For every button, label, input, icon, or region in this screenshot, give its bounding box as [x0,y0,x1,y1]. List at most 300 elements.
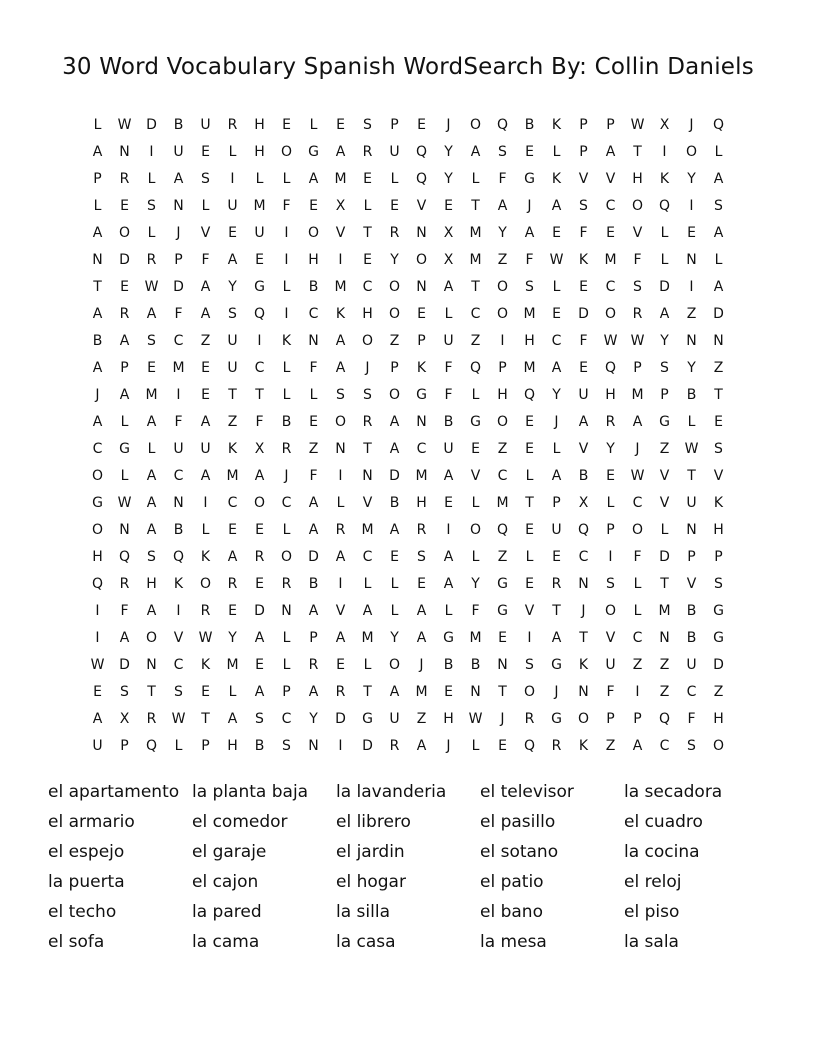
grid-letter: N [416,414,427,430]
grid-letter: E [444,495,453,511]
vocabulary-word: la sala [624,932,679,952]
grid-letter: A [551,198,562,214]
grid-letter: T [201,711,210,727]
grid-letter: L [525,549,534,565]
grid-letter: H [254,144,265,160]
grid-letter: A [335,144,346,160]
grid-row [84,436,732,463]
grid-letter: E [201,144,210,160]
vocabulary-word: el espejo [48,842,125,862]
grid-letter: E [147,360,156,376]
grid-letter: N [362,468,373,484]
grid-letter: M [334,279,347,295]
grid-letter: N [470,684,481,700]
grid-letter: E [471,441,480,457]
grid-letter: L [201,522,210,538]
grid-letter: G [713,630,724,646]
grid-letter: E [309,414,318,430]
grid-letter: R [632,306,643,322]
grid-letter: K [416,360,427,376]
grid-letter: A [335,360,346,376]
grid-letter: L [471,549,480,565]
grid-letter: Z [659,684,670,700]
grid-letter: A [200,414,211,430]
grid-letter: T [363,225,372,241]
grid-letter: D [659,279,670,295]
grid-letter: M [523,360,536,376]
grid-letter: I [95,603,100,619]
grid-letter: I [338,576,343,592]
grid-letter: E [417,117,426,133]
grid-letter: Q [604,360,617,376]
grid-letter: Q [577,522,590,538]
grid-letter: N [713,333,724,349]
grid-letter: T [228,387,237,403]
vocabulary-word: la casa [336,932,396,952]
grid-letter: O [604,603,617,619]
grid-letter: K [551,171,562,187]
grid-letter: L [336,495,345,511]
grid-letter: W [630,333,645,349]
grid-letter: A [443,549,454,565]
vocabulary-word: la pared [192,902,262,922]
grid-letter: N [497,657,508,673]
grid-letter: C [173,657,184,673]
grid-letter: U [443,441,454,457]
grid-letter: Z [659,657,670,673]
grid-letter: V [200,225,211,241]
word-column [48,777,192,957]
grid-letter: E [255,522,264,538]
grid-letter: A [443,468,454,484]
grid-letter: R [551,738,562,754]
grid-letter: A [578,414,589,430]
grid-letter: C [659,738,670,754]
grid-letter: Q [712,117,725,133]
grid-row [84,625,732,652]
grid-letter: E [336,117,345,133]
grid-letter: A [173,171,184,187]
grid-letter: R [119,576,130,592]
grid-letter: A [254,630,265,646]
grid-letter: J [500,711,505,727]
grid-letter: E [201,360,210,376]
grid-letter: L [228,144,237,160]
grid-letter: Y [228,630,237,646]
grid-letter: A [308,495,319,511]
grid-letter: O [496,279,509,295]
grid-letter: L [282,387,291,403]
grid-letter: Q [469,360,482,376]
grid-letter: V [335,603,346,619]
vocabulary-word: el techo [48,902,117,922]
grid-letter: F [525,252,534,268]
grid-letter: O [388,279,401,295]
grid-letter: M [658,603,671,619]
grid-letter: E [417,306,426,322]
grid-letter: L [282,630,291,646]
grid-letter: H [497,387,508,403]
grid-letter: E [552,549,561,565]
grid-row [84,652,732,679]
grid-letter: P [714,549,723,565]
grid-letter: Z [389,333,400,349]
grid-letter: C [416,441,427,457]
grid-letter: P [579,117,588,133]
grid-letter: J [95,387,100,403]
grid-letter: D [254,603,265,619]
grid-letter: E [309,198,318,214]
grid-letter: S [282,738,291,754]
grid-letter: Q [523,387,536,403]
grid-letter: S [120,684,129,700]
grid-letter: I [500,333,505,349]
grid-letter: G [416,387,427,403]
grid-letter: B [578,468,589,484]
grid-letter: R [605,414,616,430]
grid-letter: L [633,603,642,619]
grid-letter: S [633,279,642,295]
grid-letter: S [174,684,183,700]
grid-letter: C [281,495,292,511]
grid-letter: A [713,279,724,295]
vocabulary-word: el apartamento [48,782,180,802]
grid-letter: A [308,522,319,538]
grid-letter: C [227,495,238,511]
grid-letter: T [687,468,696,484]
grid-row [84,274,732,301]
grid-letter: E [417,576,426,592]
grid-letter: U [578,387,589,403]
grid-letter: E [525,144,534,160]
grid-letter: T [579,630,588,646]
grid-letter: L [363,198,372,214]
grid-letter: E [579,279,588,295]
grid-letter: D [335,711,346,727]
grid-letter: X [443,252,454,268]
grid-letter: L [147,225,156,241]
grid-letter: E [687,225,696,241]
grid-letter: F [174,414,183,430]
grid-letter: H [254,117,265,133]
grid-letter: A [389,441,400,457]
grid-letter: S [363,117,372,133]
grid-letter: O [604,306,617,322]
grid-letter: H [524,333,535,349]
grid-letter: Q [496,117,509,133]
grid-letter: E [525,522,534,538]
grid-row [84,679,732,706]
vocabulary-word: el piso [624,902,680,922]
grid-letter: D [713,306,724,322]
grid-letter: A [200,468,211,484]
grid-letter: U [389,144,400,160]
grid-letter: W [117,117,132,133]
grid-letter: X [119,711,130,727]
grid-row [84,571,732,598]
grid-row [84,463,732,490]
grid-letter: M [523,306,536,322]
grid-letter: B [686,387,697,403]
grid-letter: A [389,414,400,430]
grid-letter: L [471,387,480,403]
grid-letter: U [200,117,211,133]
grid-letter: F [120,603,129,619]
grid-letter: V [173,630,184,646]
grid-row [84,301,732,328]
grid-letter: I [527,630,532,646]
grid-letter: S [201,171,210,187]
grid-letter: V [362,495,373,511]
grid-letter: A [470,144,481,160]
grid-letter: I [95,630,100,646]
grid-letter: J [176,225,181,241]
grid-letter: C [578,549,589,565]
grid-letter: K [281,333,292,349]
grid-letter: C [632,630,643,646]
grid-letter: I [446,522,451,538]
grid-letter: Q [253,306,266,322]
grid-letter: T [552,603,561,619]
grid-letter: P [606,522,615,538]
grid-letter: E [255,576,264,592]
grid-letter: S [147,333,156,349]
vocabulary-word: el bano [480,902,543,922]
grid-row [84,544,732,571]
grid-letter: R [281,576,292,592]
vocabulary-word: la cocina [624,842,700,862]
grid-letter: E [363,252,372,268]
grid-letter: L [174,738,183,754]
grid-row [84,166,732,193]
vocabulary-word: el sotano [480,842,559,862]
grid-letter: U [200,441,211,457]
grid-letter: U [443,333,454,349]
grid-letter: C [632,495,643,511]
grid-letter: L [282,171,291,187]
grid-letter: K [200,549,211,565]
grid-letter: P [633,711,642,727]
grid-letter: Y [498,225,507,241]
grid-letter: O [361,333,374,349]
grid-letter: J [527,198,532,214]
grid-letter: Z [497,441,508,457]
grid-letter: B [389,495,400,511]
grid-letter: O [469,522,482,538]
grid-letter: I [176,603,181,619]
grid-letter: E [552,306,561,322]
grid-letter: R [416,522,427,538]
grid-letter: A [551,360,562,376]
grid-letter: A [551,468,562,484]
grid-letter: D [578,306,589,322]
grid-letter: P [552,495,561,511]
grid-letter: O [577,711,590,727]
grid-letter: O [388,387,401,403]
grid-letter: Z [416,711,427,727]
grid-letter: J [284,468,289,484]
grid-letter: Y [390,630,399,646]
grid-letter: M [415,684,428,700]
grid-letter: P [174,252,183,268]
grid-letter: A [551,630,562,646]
grid-letter: R [524,711,535,727]
grid-letter: R [200,603,211,619]
grid-letter: T [633,144,642,160]
grid-letter: M [145,387,158,403]
word-column [192,777,336,957]
grid-letter: F [201,252,210,268]
grid-letter: L [390,171,399,187]
grid-letter: C [281,711,292,727]
grid-letter: P [606,117,615,133]
grid-letter: H [92,549,103,565]
grid-row [84,517,732,544]
grid-letter: M [172,360,185,376]
grid-row [84,247,732,274]
vocabulary-word: el librero [336,812,411,832]
vocabulary-word: la lavanderia [336,782,447,802]
grid-letter: A [605,144,616,160]
grid-letter: R [362,144,373,160]
grid-letter: N [119,522,130,538]
grid-letter: Z [227,414,238,430]
grid-letter: F [471,603,480,619]
grid-letter: Y [309,711,318,727]
grid-letter: H [308,252,319,268]
vocabulary-word: la mesa [480,932,547,952]
grid-row [84,220,732,247]
grid-letter: C [605,279,616,295]
grid-letter: A [335,333,346,349]
grid-letter: T [147,684,156,700]
grid-letter: A [308,603,319,619]
grid-letter: L [714,144,723,160]
grid-letter: G [362,711,373,727]
grid-letter: P [120,738,129,754]
grid-letter: N [119,144,130,160]
grid-row [84,193,732,220]
grid-letter: T [255,387,264,403]
grid-letter: N [281,603,292,619]
grid-letter: A [524,225,535,241]
grid-letter: L [363,576,372,592]
grid-letter: A [119,630,130,646]
grid-letter: Q [658,711,671,727]
grid-letter: T [363,684,372,700]
grid-letter: L [147,171,156,187]
grid-letter: H [362,306,373,322]
grid-row [84,139,732,166]
grid-letter: A [389,684,400,700]
grid-letter: K [578,738,589,754]
grid-letter: N [173,495,184,511]
vocabulary-word: el jardin [336,842,405,862]
grid-letter: V [335,225,346,241]
grid-letter: I [284,252,289,268]
grid-row [84,112,732,139]
grid-letter: O [199,576,212,592]
grid-letter: Q [415,171,428,187]
grid-letter: P [201,738,210,754]
grid-letter: L [282,657,291,673]
grid-letter: A [200,306,211,322]
grid-letter: U [551,522,562,538]
grid-letter: E [228,522,237,538]
grid-letter: F [606,684,615,700]
grid-letter: A [92,225,103,241]
grid-letter: R [362,414,373,430]
grid-letter: L [93,198,102,214]
grid-letter: L [120,468,129,484]
grid-letter: V [686,576,697,592]
grid-letter: Y [660,333,669,349]
grid-letter: O [631,198,644,214]
grid-letter: A [632,738,643,754]
grid-letter: I [662,144,667,160]
grid-letter: M [469,630,482,646]
grid-letter: A [92,360,103,376]
grid-letter: N [173,198,184,214]
grid-letter: O [496,414,509,430]
grid-letter: N [308,738,319,754]
grid-letter: X [659,117,670,133]
vocabulary-word: el cajon [192,872,259,892]
vocabulary-word: el hogar [336,872,406,892]
grid-letter: I [338,738,343,754]
grid-letter: U [605,657,616,673]
grid-letter: R [227,117,238,133]
grid-letter: E [525,441,534,457]
grid-letter: Q [415,144,428,160]
grid-letter: I [689,198,694,214]
grid-letter: J [635,441,640,457]
grid-letter: M [361,522,374,538]
grid-letter: L [660,252,669,268]
grid-letter: W [468,711,483,727]
grid-letter: A [254,684,265,700]
grid-letter: M [604,252,617,268]
grid-letter: T [363,441,372,457]
grid-letter: S [579,198,588,214]
grid-letter: Y [606,441,615,457]
grid-letter: W [603,333,618,349]
grid-letter: Q [496,522,509,538]
grid-letter: J [365,360,370,376]
grid-letter: H [416,495,427,511]
grid-letter: F [633,252,642,268]
grid-letter: E [282,117,291,133]
grid-letter: L [120,414,129,430]
grid-row [84,382,732,409]
grid-letter: A [416,630,427,646]
grid-letter: G [443,630,454,646]
grid-letter: V [605,171,616,187]
grid-letter: V [605,630,616,646]
grid-letter: E [120,279,129,295]
grid-letter: L [525,468,534,484]
grid-letter: F [633,549,642,565]
grid-letter: Y [228,279,237,295]
grid-letter: F [309,360,318,376]
grid-letter: S [228,306,237,322]
grid-letter: I [338,468,343,484]
grid-letter: O [253,495,266,511]
grid-letter: O [523,684,536,700]
grid-letter: L [687,414,696,430]
grid-letter: P [309,630,318,646]
grid-letter: C [362,549,373,565]
